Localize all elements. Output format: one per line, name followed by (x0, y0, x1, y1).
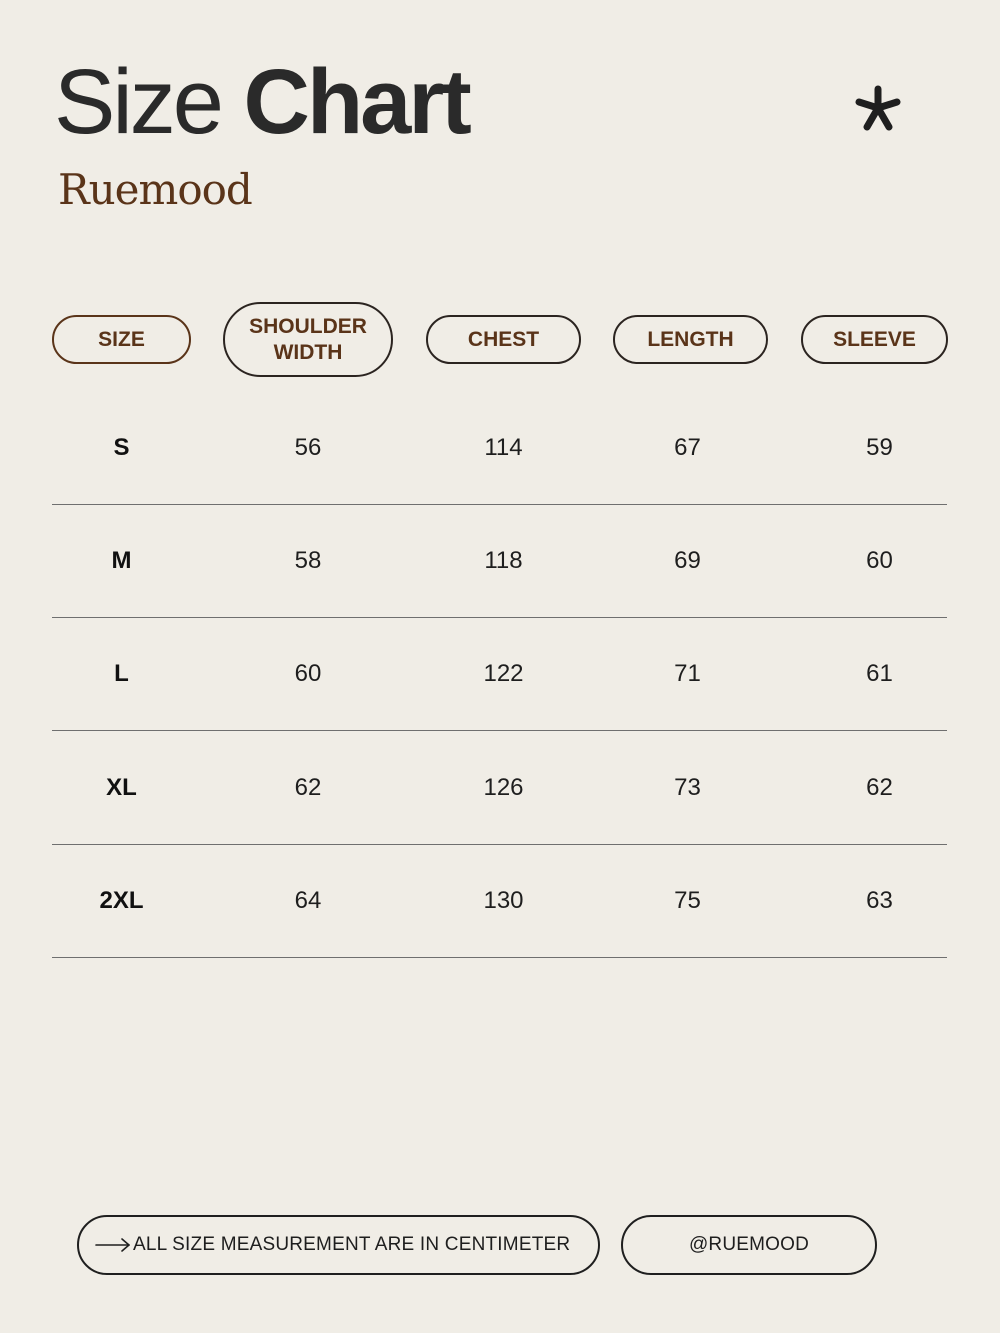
cell-sleeve: 60 (866, 546, 893, 574)
title-light: Size (54, 51, 221, 153)
table-row (52, 617, 947, 731)
measurement-note (77, 1215, 600, 1275)
measurement-note-text: ALL SIZE MEASUREMENT ARE IN CENTIMETER (133, 1234, 571, 1255)
arrow-right-icon (95, 1237, 131, 1253)
header-size-label: SIZE (98, 327, 145, 351)
cell-chest: 130 (483, 886, 524, 914)
header-shoulder-width-line2: WIDTH (273, 340, 343, 364)
table-row (52, 731, 947, 845)
cell-sleeve: 62 (866, 773, 893, 801)
header-length (613, 315, 768, 364)
brand-name: Ruemood (58, 165, 252, 214)
cell-size: M (111, 546, 132, 574)
header-sleeve-label: SLEEVE (833, 327, 916, 351)
cell-shoulder-width: 58 (294, 546, 322, 574)
cell-size: XL (106, 773, 137, 801)
cell-size: L (114, 659, 129, 687)
title-bold: Chart (243, 51, 469, 153)
cell-length: 73 (674, 773, 701, 801)
cell-size: 2XL (99, 886, 144, 914)
cell-shoulder-width: 60 (294, 659, 322, 687)
cell-size: S (113, 433, 130, 461)
header-shoulder-width (223, 302, 393, 377)
table-row (52, 504, 947, 618)
asterisk-icon (852, 84, 904, 136)
social-handle (621, 1215, 877, 1275)
cell-length: 69 (674, 546, 701, 574)
table-row (52, 391, 947, 505)
cell-sleeve: 59 (866, 433, 893, 461)
header-size (52, 315, 191, 364)
cell-shoulder-width: 56 (294, 433, 322, 461)
table-row (52, 844, 947, 958)
page-title (54, 52, 469, 152)
cell-length: 71 (674, 659, 701, 687)
cell-length: 75 (674, 886, 701, 914)
header-shoulder-width-line1: SHOULDER (249, 314, 367, 338)
cell-sleeve: 61 (866, 659, 893, 687)
cell-sleeve: 63 (866, 886, 893, 914)
cell-chest: 118 (484, 546, 523, 574)
cell-shoulder-width: 62 (294, 773, 322, 801)
cell-chest: 114 (484, 433, 523, 461)
cell-shoulder-width: 64 (294, 886, 322, 914)
header-chest (426, 315, 581, 364)
header-chest-label: CHEST (467, 327, 540, 351)
cell-length: 67 (674, 433, 701, 461)
social-handle-text: @RUEMOOD (688, 1234, 810, 1255)
cell-chest: 126 (483, 773, 524, 801)
cell-chest: 122 (483, 659, 524, 687)
header-sleeve (801, 315, 948, 364)
header-length-label: LENGTH (647, 327, 734, 351)
